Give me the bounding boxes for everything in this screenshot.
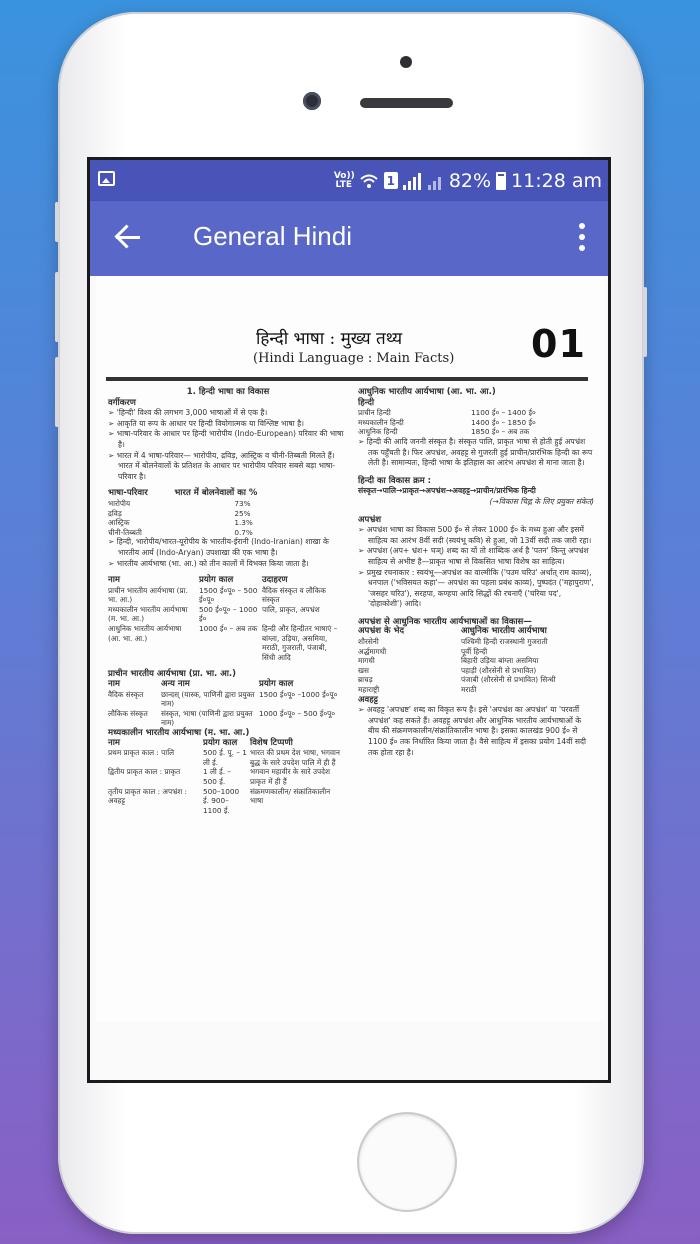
app-bar bbox=[90, 201, 608, 276]
battery-percent: 82% bbox=[448, 169, 492, 192]
bullet: ➢ अपभ्रंश भाषा का विकास 500 ई० से लेकर 1000 ई० के मध्य हुआ और इसमें साहित्य का आरंभ 8वीं सदी (स्वयंभू कवि) से हुआ, जो 13वीं सदी तक जारी रहा। bbox=[358, 525, 592, 545]
sim-1-icon: 1 bbox=[384, 172, 398, 189]
volume-down-button bbox=[55, 357, 59, 427]
bullet: ➢ 'हिन्दी' विश्व की लगभग 3,000 भाषाओं में से एक है। bbox=[108, 408, 268, 418]
subheading: वर्गीकरण bbox=[108, 397, 136, 408]
bullet: ➢ अपभ्रंश (अप+ भ्रंश+ घञ्) शब्द का यों तो शाब्दिक अर्थ है 'पतन' किन्तु अपभ्रंश साहित्य से अभीष्ट है—प्राकृत भाषा से विकसित भाषा विशेष का साहित्य। bbox=[358, 546, 589, 566]
scanned-page bbox=[96, 276, 605, 1021]
bullet: ➢ अवहट्ट 'अपभ्रष्ट' शब्द का विकृत रूप है। इसे 'अपभ्रंश का अपभ्रंश' या 'परवर्ती अपभ्रंश' कह सकते हैं। अवहट्ट अपभ्रंश और आधुनिक भारतीय आर्यभाषाओं के बीच की संक्रमणकालीन/संक्रांतिकालीन भाषा है। इसका कालखंड 900 ई० से 1100 ई० तक निर्धारित किया जाता है। वैसे साहित्य में इसका प्रयोग 14वीं सदी तक होता रहा है। bbox=[358, 705, 586, 757]
chapter-number: 01 bbox=[531, 322, 586, 366]
app-title: General Hindi bbox=[193, 221, 352, 251]
subheading: अपभ्रंश bbox=[358, 514, 382, 525]
volte-icon: Vo)) LTE bbox=[333, 170, 355, 190]
left-column bbox=[108, 387, 348, 815]
ancient-language-table: नाम अन्य नाम प्रयोग काल वैदिक संस्कृत छान्दस् (यास्क, पाणिनी द्वारा प्रयुक्त नाम) 1500 ई०पू० –1000 ई०पू० लौकिक संस्कृत संस्कृत, भाषा (पाणिनी द्वारा प्रयुक्त नाम) 1000 ई०पू० – 500 ई०पू० bbox=[108, 679, 338, 728]
development-note: (→विकास चिह्न के लिए प्रयुक्त संकेत) bbox=[489, 496, 594, 506]
section-title: प्राचीन भारतीय आर्यभाषा (प्रा. भा. आ.) bbox=[108, 669, 237, 680]
section-title: आधुनिक भारतीय आर्यभाषा (आ. भा. आ.) bbox=[358, 387, 496, 397]
bullet: ➢ हिन्दी की आदि जननी संस्कृत है। संस्कृत पालि, प्राकृत भाषा से होती हुई अपभ्रंश तक पहुँचती है। फिर अपभ्रंश, अवहट्ट से गुजरती हुई प्राचीन/प्रारंभिक हिन्दी का रूप लेती है। सामान्यतः, हिन्दी भाषा के इतिहास का आरंभ अपभ्रंश से माना जाता है। bbox=[358, 436, 593, 468]
signal-icon bbox=[403, 172, 423, 190]
gallery-notification-icon bbox=[98, 171, 115, 186]
subheading: हिन्दी का विकास क्रम : bbox=[358, 475, 432, 486]
earpiece-speaker bbox=[360, 98, 453, 108]
back-arrow-icon[interactable] bbox=[114, 221, 146, 253]
period-table: नाम प्रयोग काल उदाहरण प्राचीन भारतीय आर्यभाषा (प्रा. भा. आ.) 1500 ई०पू० – 500 ई०पू० वैदिक संस्कृत व लौकिक संस्कृत मध्यकालीन भारतीय आर्यभाषा (म. भा. आ.) 500 ई०पू० – 1000 ई० पालि, प्राकृत, अपभ्रंश आधुनिक भारतीय आर्यभाषा (आ. भा. आ.) 1000 ई० – अब तक हिन्दी और हिन्दीतर भाषाएं –बांग्ला, उड़िया, असमिया, मराठी, गुजराती, पंजाबी, सिंधी आदि bbox=[108, 575, 338, 662]
bullet: ➢ भारतीय आर्यभाषा (भा. आ.) को तीन कालों में विभक्त किया जाता है। bbox=[108, 558, 309, 568]
bullet: ➢ भारत में 4 भाषा-परिवार— भारोपीय, द्रविड़, आस्ट्रिक व चीनी-तिब्बती मिलते हैं। भारत में बोलनेवालों के प्रतिशत के आधार पर भारोपीय परिवार सबसे बड़ा भाषा-परिवार है। bbox=[108, 450, 336, 481]
home-button[interactable] bbox=[359, 1114, 455, 1210]
proximity-sensor bbox=[400, 56, 412, 68]
document-viewer[interactable] bbox=[90, 276, 608, 1080]
clock: 11:28 am bbox=[511, 169, 602, 192]
bullet: ➢ भाषा-परिवार के आधार पर हिन्दी भारोपीय (Indo-European) परिवार की भाषा है। bbox=[108, 429, 344, 449]
overflow-menu-icon[interactable] bbox=[578, 223, 586, 253]
chapter-title: हिन्दी भाषा : मुख्य तथ्य bbox=[256, 329, 403, 349]
section-title: 1. हिन्दी भाषा का विकास bbox=[186, 387, 270, 397]
subheading: हिन्दी bbox=[358, 397, 375, 408]
status-bar bbox=[90, 160, 608, 201]
right-column bbox=[358, 387, 594, 758]
development-chain: संस्कृत→पालि→प्राकृत→अपभ्रंश→अवहट्ट→प्राचीन/प्रारंभिक हिन्दी bbox=[358, 486, 536, 496]
subheading: अपभ्रंश से आधुनिक भारतीय आर्यभाषाओं का विकास— bbox=[358, 616, 532, 627]
hindi-period-table: प्राचीन हिन्दी 1100 ई० – 1400 ई० मध्यकालीन हिन्दी 1400 ई० – 1850 ई० आधुनिक हिन्दी 1850 ई० – अब तक bbox=[358, 408, 536, 437]
bullet: ➢ प्रमुख रचनाकार : स्वयंभू—अपभ्रंश का वाल्मीकि ('पउम चरिउ' अर्थात् राम काव्य), धनपाल ('भविसयत कहा'— अपभ्रंश का पहला प्रबंध काव्य), पुष्पदंत ('महापुराण', 'जसहर चरिउ'), सरहपा, कण्हपा आदि सिद्धों की रचनाएँ ('चरिया पद', 'दोहाकोशी') आदि। bbox=[358, 567, 594, 609]
header-rule bbox=[106, 377, 588, 381]
bullet: ➢ हिन्दी, भारोपीय/भारत-यूरोपीय के भारतीय-ईरानी (Indo-Iranian) शाखा के भारतीय आर्य (Indo-Aryan) उपशाखा की एक भाषा है। bbox=[108, 537, 329, 557]
chapter-subtitle: (Hindi Language : Main Facts) bbox=[253, 351, 455, 366]
bullet: ➢ आकृति या रूप के आधार पर हिन्दी वियोगात्मक या विश्लिष्ट भाषा है। bbox=[108, 418, 305, 428]
signal-2-icon bbox=[428, 172, 444, 190]
wifi-icon bbox=[359, 172, 379, 190]
power-button bbox=[643, 287, 647, 357]
battery-charging-icon bbox=[496, 172, 506, 190]
volume-up-button bbox=[55, 272, 59, 342]
medieval-language-table: नाम प्रयोग काल विशेष टिप्पणी प्रथम प्राकृत काल : पालि 500 ई. पू. – 1 ली ई. भारत की प्रथम देश भाषा, भगवान बुद्ध के सारे उपदेश पालि में ही हैं द्वितीय प्राकृत काल : प्राकृत 1 ली ई. – 500 ई. भगवान महावीर के सारे उपदेश प्राकृत में ही हैं तृतीय प्राकृत काल : अपभ्रंश : अवहट्ट 500–1000 ई. 900–1100 ई. संक्रमणकालीन/ संक्रांतिकालीन भाषा bbox=[108, 737, 340, 815]
language-family-table: भाषा-परिवार भारत में बोलनेवालों का % भारोपीय 73% द्रविड़ 25% आस्ट्रिक 1.3% चीनी-तिब्बती 0.7% bbox=[108, 488, 258, 537]
mute-switch bbox=[55, 202, 59, 242]
screen bbox=[87, 157, 611, 1083]
apabhransh-table: अपभ्रंश के भेद आधुनिक भारतीय आर्यभाषा शौरसेनी पश्चिमी हिन्दी राजस्थानी गुजराती अर्द्धमागधी पूर्वी हिन्दी मागधी बिहारी उड़िया बांग्ला असमिया खस पहाड़ी (शौरसेनी से प्रभावित) ब्राचड़ पंजाबी (शौरसेनी से प्रभावित) सिन्धी महाराष्ट्री मराठी bbox=[358, 626, 556, 695]
subheading: अवहट्ट bbox=[358, 694, 378, 705]
front-camera bbox=[303, 92, 321, 110]
section-title: मध्यकालीन भारतीय आर्यभाषा (म. भा. आ.) bbox=[108, 728, 250, 738]
